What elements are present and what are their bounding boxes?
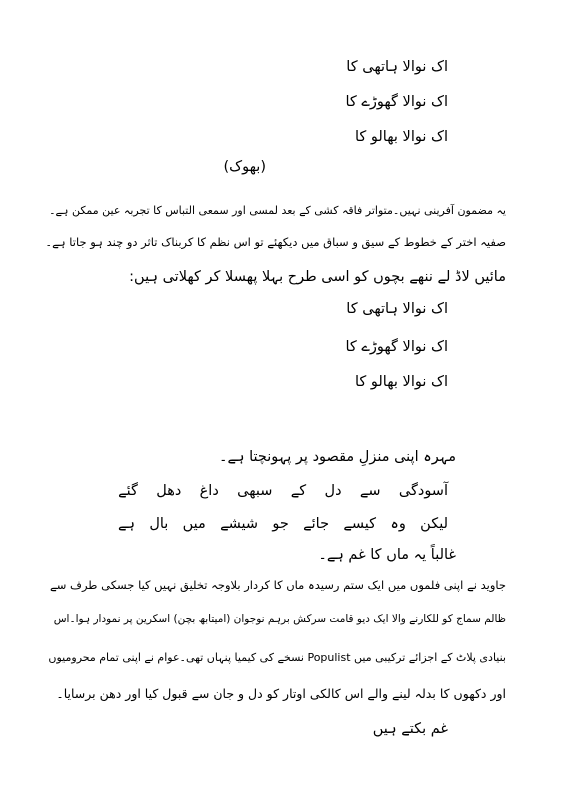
couplet-word: سبھی [237,483,273,499]
poem1-line-1: اک نوالا ہاتھی کا [346,59,448,75]
couplet-word: دل [324,483,342,499]
paragraph1-line-1: یہ مضمون آفرینی نہیں۔متواتر فاقہ کشی کے بعد لمسی اور سمعی التباس کا تجربہ عین ممکن ہے۔ [49,204,506,217]
couplet-word: آسودگی [398,483,448,499]
couplet-line-2 [118,517,448,532]
couplet-word: جائے [303,516,330,532]
poem2-line-2: اک نوالا گھوڑے کا [345,339,448,355]
paragraph1-line-3: مائیں لاڈ لے ننھے بچوں کو اسی طرح بہلا پھسلا کر کھلاتی ہیں: [129,269,506,285]
paragraph2-line-4: اور دکھوں کا بدلہ لینے والے اس کالکی اوتار کو دل و جان سے قبول کیا اور دھن برسایا۔ [56,686,506,701]
couplet-word: ہے [118,516,136,532]
poem1-line-3: اک نوالا بھالو کا [354,129,448,145]
couplet-word: وہ [390,516,406,532]
paragraph2-line-3: بنیادی پلاٹ کے اجزائے ترکیبی میں Populist نسخے کی کیمیا پنہاں تھی۔عوام نے اپنی تمام محرومیوں [48,651,506,664]
section-heading: (بھوک) [223,159,266,175]
poem2-line-3: اک نوالا بھالو کا [354,374,448,390]
poem1-line-2: اک نوالا گھوڑے کا [345,94,448,110]
paragraph2-line-2: ظالم سماج کو للکارنے والا ایک دیو قامت سرکش برہم نوجوان (امیتابھ بچن) اسکرین پر نمودار ہوا۔اس [53,613,506,625]
closing-line: غم بکتے ہیں [372,721,448,737]
couplet-word: گئے [118,483,138,499]
paragraph2-line-1: جاوید نے اپنی فلموں میں ایک ستم رسیدہ ماں کا کردار بلاوجہ تخلیق نہیں کیا جسکی طرف سے [50,578,506,592]
poem2-line-1: اک نوالا ہاتھی کا [346,301,448,317]
couplet-word: لیکن [420,516,448,532]
couplet-word: شیشے [220,516,259,532]
couplet-word: داغ [199,483,219,499]
couplet-word: دھل [156,483,182,499]
sentence-destination: مہرہ اپنی منزلِ مقصود پر پہونچتا ہے۔ [219,449,456,465]
couplet-word: کیسے [343,516,377,532]
paragraph1-line-2: صفیہ اختر کے خطوط کے سیق و سباق میں دیکھئے تو اس نظم کا کربناک تاثر دو چند ہو جاتا ہے۔ [45,235,506,249]
couplet-word: کے [290,483,307,499]
couplet-line-1 [118,484,448,499]
couplet-word: میں [182,516,206,532]
couplet-word: بال [149,516,169,532]
sentence-mothers-grief: غالباً یہ ماں کا غم ہے۔ [318,547,456,563]
couplet-word: جو [272,516,289,532]
couplet-word: سے [359,483,381,499]
